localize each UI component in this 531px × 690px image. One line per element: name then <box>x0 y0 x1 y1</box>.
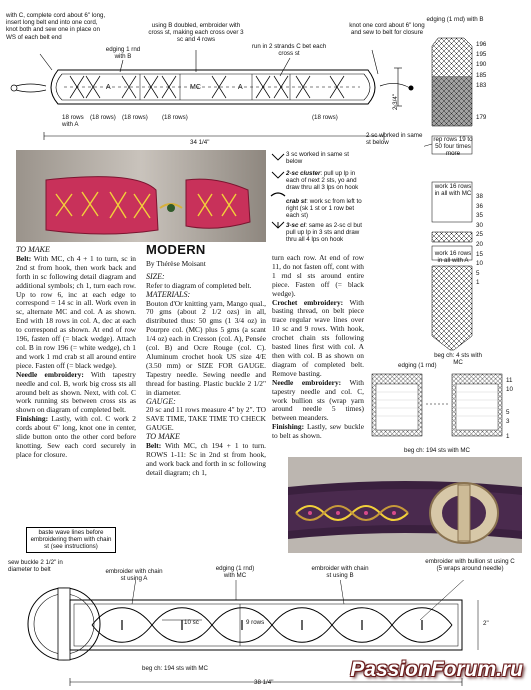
legend-item-2 <box>286 170 362 192</box>
materials-heading: MATERIALS: <box>146 289 191 299</box>
note-yarn: using B doubled, embroider with cross st, making each cross over 3 sc and 4 rows <box>148 22 244 44</box>
col3-crochet-title: Crochet embroidery: <box>272 297 344 307</box>
right-num-179: 179 <box>476 114 487 122</box>
column-1 <box>16 246 136 460</box>
note-edging: edging 1 rnd with B <box>105 46 141 61</box>
legend-item-1: 3 sc worked in same st below <box>286 151 349 166</box>
col1-belt <box>16 255 136 371</box>
right-num-185: 185 <box>476 71 487 79</box>
note-chain-a: embroider with chain st using A <box>105 568 163 583</box>
legend-item-3-text: : work sc from left to right (sk 1 st or 1 row bet each st) <box>286 198 362 220</box>
purple-belt-photo <box>288 457 522 553</box>
right-note-beg: beg ch: 4 sts with MC <box>434 352 482 367</box>
note-strands: run in 2 strands C bet each cross st <box>251 43 327 58</box>
height-label: 2 3/4" <box>392 94 399 110</box>
rows-right: (18 rows) <box>312 114 338 121</box>
note-baste: baste wave lines before embroidering them with chain st (see instructions) <box>26 527 116 553</box>
legend-item-3 <box>286 198 362 220</box>
mid-chart-numbers <box>506 376 513 441</box>
right-num-10: 10 <box>476 260 483 268</box>
col1-finish-title: Finishing: <box>16 414 49 424</box>
gauge-text: 20 sc and 11 rows measure 4" by 2". TO SAVE TIME, TAKE TIME TO CHECK GAUGE. <box>146 405 266 433</box>
right-num-20: 20 <box>476 240 483 248</box>
height-2in: 2" <box>483 620 489 627</box>
mid-num-11: 11 <box>506 377 513 384</box>
bottom-width: 38 1/4" <box>254 679 274 686</box>
watermark: PassionForum.ru <box>350 658 523 681</box>
note-edging-mc: edging (1 rnd) with MC <box>215 565 255 580</box>
note-chain-b: embroider with chain st using B <box>311 565 369 580</box>
label-a1: A <box>106 84 111 91</box>
col1-needle <box>16 371 136 416</box>
legend-item-4 <box>286 222 362 244</box>
col3-needle-title: Needle embroidery: <box>272 377 342 387</box>
col3-p1: turn each row. At end of row 11, do not fasten off, cont with 1 rnd sl sts around entire piece. Fasten off (= black wedge). <box>272 253 364 298</box>
col2-belt-text: With MC, ch 194 + 1 to turn. ROWS 1-11: Sc in 2nd st from hook, and work back and forth in sc following detail diagram; ch 1, <box>146 441 266 477</box>
mid-chart-grid <box>368 370 508 446</box>
col3-crochet <box>272 299 364 379</box>
col3-finish <box>272 423 364 441</box>
right-num-195: 195 <box>476 51 487 59</box>
right-num-38: 38 <box>476 193 483 200</box>
right-note-sc: 2 sc worked in same st below <box>366 132 423 147</box>
gauge-heading: GAUGE: <box>146 396 176 406</box>
rows-mid1: (18 rows) <box>122 114 148 121</box>
col1-heading: TO MAKE <box>16 245 50 254</box>
legend-item-4-text: : same as 2-sc cl but pull up lp in 3 sts and draw thru all 4 lps on hook <box>286 222 363 244</box>
materials-text: Bouton d'Or knitting yarn, Mango qual., 70 gms (about 2 1/2 ozs) in all, distributed thus: 50 gms (1 3/4 oz) in Pourpre col. (MC) plus 5 gms (a scant 1/4 oz) each in Cresson (col. A), Pensée (col. B) and Ocre Rouge (col. C). Aluminum crochet hook US size 4/E (3.50 mm) or SIZE FOR GAUGE. Tapestry needle. Sewing needle and thread for basting. Plastic buckle 2 1/2" in diameter. <box>146 298 266 397</box>
right-num-15: 15 <box>476 250 483 258</box>
right-num-196: 196 <box>476 41 487 48</box>
right-chart-numbers-lower <box>476 192 483 288</box>
col3-finish-title: Finishing: <box>272 422 305 432</box>
note-cord: with C, complete cord about 6" long, insert long belt end into one cord, knot both and sew one in place on WS of each belt end <box>6 12 106 41</box>
rows-left: (18 rows) <box>90 114 116 121</box>
label-mc: MC <box>190 84 201 91</box>
right-num-36: 36 <box>476 202 483 210</box>
pink-belt-photo <box>16 150 266 242</box>
size-heading: SIZE: <box>146 271 165 281</box>
right-num-1: 1 <box>476 279 480 287</box>
right-num-35: 35 <box>476 212 483 220</box>
right-note-work2: work 16 rows in all with A <box>434 250 472 265</box>
purple-belt-illustration <box>288 457 522 553</box>
label-9rows: 9 rows <box>246 619 265 626</box>
right-note-work: work 16 rows in all with MC <box>434 183 472 198</box>
rows-with-a: 18 rows with A <box>62 114 84 129</box>
col3-needle-text: With tapestry needle and col. C, work bullion sts (wrap yarn around needle 5 times) between meanders. <box>272 377 364 423</box>
width-label: 34 1/4" <box>190 139 210 146</box>
right-num-30: 30 <box>476 221 483 229</box>
right-chart-title: edging (1 rnd) with B <box>426 16 484 23</box>
size-text: Refer to diagram of completed belt. <box>146 280 252 290</box>
rows-mid2: (18 rows) <box>162 114 188 121</box>
col1-needle-title: Needle embroidery: <box>16 369 84 379</box>
col3-needle <box>272 379 364 424</box>
right-chart-numbers <box>476 40 486 123</box>
mid-chart-title: edging (1 rnd) <box>398 362 437 369</box>
note-knot: knot one cord about 6" long and sew to belt for closure <box>349 22 425 37</box>
legend-symbols <box>268 150 288 240</box>
pattern-author: By Thérèse Moisant <box>146 258 206 268</box>
col2-belt-title: Belt: <box>146 441 162 451</box>
legend-item-2-text: : pull up lp in each of next 2 sts, yo and draw thru all 3 lps on hook <box>286 170 359 192</box>
note-buckle: sew buckle 2 1/2" in diameter to belt <box>8 559 63 574</box>
col1-needle-text: With tapestry needle and col. B, work big cross sts all around belt as shown. Next, with col. C work running sts between cross sts as shown on diagram of completed belt. <box>16 369 136 415</box>
legend-item-4-title: 3-sc cl <box>286 222 306 229</box>
col2-belt <box>146 442 266 478</box>
mid-num-10: 10 <box>506 386 513 393</box>
col1-finish-text: Lastly, with col. C work 2 cords about 6" long, knot one in center, slide button onto the other cord before knotting. Sew each cord securely in place for closure. <box>16 414 136 459</box>
right-num-190: 190 <box>476 61 487 69</box>
right-note-rep: rep rows 19 to 50 four times more <box>433 136 473 158</box>
pattern-title: MODERN <box>146 242 206 257</box>
mid-num-5: 5 <box>506 409 510 416</box>
right-num-5: 5 <box>476 269 480 277</box>
col3-crochet-text: With basting thread, on belt piece trace regular wave lines over 10 sc and 9 rows. With hook, crochet chain sts following basted lines first with col. A then with col. B as shown on diagram of completed belt. Remove basting. <box>272 297 364 378</box>
column-3 <box>272 254 364 441</box>
mid-num-1: 1 <box>506 433 510 440</box>
make-heading: TO MAKE <box>146 432 180 442</box>
pink-belt-illustration <box>16 150 266 242</box>
right-num-183: 183 <box>476 81 487 89</box>
note-bullion: embroider with bullion st using C (5 wraps around needle) <box>425 558 515 573</box>
mid-num-3: 3 <box>506 418 510 425</box>
label-a2: A <box>238 84 243 91</box>
column-2 <box>146 242 266 478</box>
col1-belt-text: With MC, ch 4 + 1 to turn, sc in 2nd st from hook, then work back and forth in sc following detail diagram and additional symbols; ch 1, turn each row. Up to row 6, inc at each edge to correspond = 14 sc in all. Work even in sc, alternate MC and col. A as shown. End with 18 rows in col. A, dec at each to correspond as shown. At end of row 196, fasten off (= black wedge). Attach col. B in row 196 (= white wedge), ch 1 and work 1 rnd crab st all around entire piece. Fasten off (= black wedge). <box>16 253 136 370</box>
label-10sc: 10 sc <box>184 619 199 626</box>
bottom-beg: beg ch: 194 sts with MC <box>142 665 209 672</box>
col1-belt-title: Belt: <box>16 253 32 263</box>
legend-item-3-title: crab st <box>286 198 307 205</box>
col3-finish-text: Lastly, sew buckle to belt as shown. <box>272 422 364 441</box>
legend-item-2-title: 2-sc cluster <box>286 170 321 177</box>
right-num-25: 25 <box>476 231 483 239</box>
col1-finish <box>16 415 136 460</box>
mid-chart-beg: beg ch: 194 sts with MC <box>404 447 471 454</box>
